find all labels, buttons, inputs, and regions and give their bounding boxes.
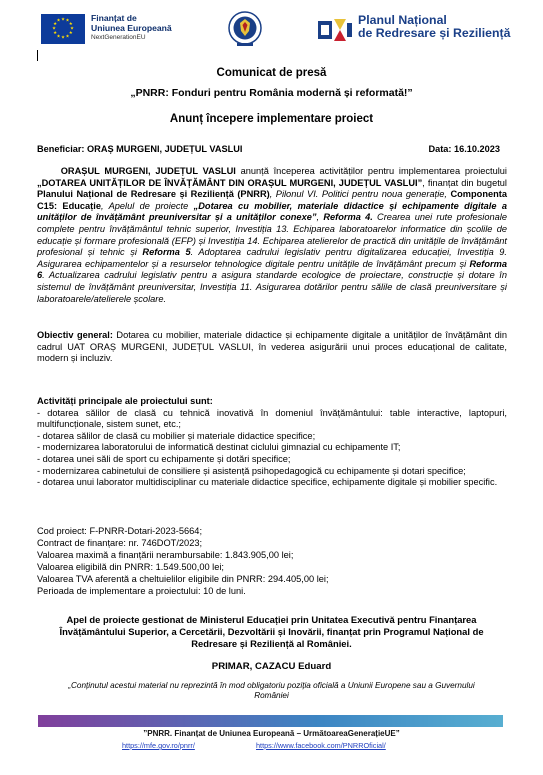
svg-text:★: ★: [60, 35, 66, 41]
list-item: Perioada de implementare a proiectului: 10 de luni.: [37, 586, 246, 596]
mfe-pnrr-link[interactable]: https://mfe.gov.ro/pnrr/: [122, 741, 195, 750]
romania-government-crest-icon: [228, 10, 262, 48]
objective-paragraph: Obiectiv general: Dotarea cu mobilier, materiale didactice și echipamente digitale a unităților de învățământ din cadrul UAT ORAȘ MURGENI, JUDEȚUL VASLUI, în vederea asigurării unui proces educațional de calitate, modern și incluziv.: [37, 330, 507, 364]
list-item: - dotarea sălilor de clasă cu tehnică inovativă în domeniul învățământului: table interactive, laptopuri, multifuncționale, sistem sunet, etc.;: [37, 407, 507, 430]
activities-heading: Activități principale ale proiectului sunt:: [37, 396, 213, 406]
project-info-list: [37, 525, 477, 597]
eu-funding-label: Finanțat de Uniunea Europeană NextGenerationEU: [91, 13, 172, 41]
pnrr-logo-icon: [316, 15, 354, 45]
pnrr-label: Planul Național de Redresare și Reziliență: [358, 13, 511, 40]
list-item: - dotarea sălilor de clasă cu mobilier și materiale didactice specifice;: [37, 430, 316, 441]
beneficiary-label: Beneficiar: ORAȘ MURGENI, JUDEȚUL VASLUI: [37, 144, 243, 154]
svg-text:★: ★: [60, 17, 66, 23]
activities-list: [37, 396, 507, 489]
date-label: Data: 16.10.2023: [428, 144, 500, 154]
svg-text:★: ★: [68, 31, 73, 36]
eu-flag-icon: [41, 14, 85, 44]
facebook-pnrr-link[interactable]: https://www.facebook.com/PNRROficial/: [256, 741, 386, 750]
svg-text:★: ★: [68, 22, 73, 27]
managing-authority-note: Apel de proiecte gestionat de Ministerul Educației prin Unitatea Executivă pentru Finanțarea Învățământului Superior, a Cercetării, Dezvoltării și Inovării, finanțat prin Programul Național de Redresare și Reziliență al României.: [59, 614, 484, 650]
list-item: - modernizarea cabinetului de consiliere și asistență psihopedagogică cu echipamente și dotari specifice;: [37, 465, 466, 476]
intro-paragraph: ORAȘUL MURGENI, JUDEȚUL VASLUI anunță începerea activităților pentru implementarea proiectului „DOTAREA UNITĂȚILOR DE ÎNVĂȚĂMÂNT DIN ORAȘUL MURGENI, JUDEȚUL VASLUI”, finanțat din bugetul Planului Național de Redresare și Reziliență (PNRR), Pilonul VI. Politici pentru noua generație, Componenta C15: Educație, Apelul de proiecte „Dotarea cu mobilier, materiale didactice și echipamente digitale a unităților de învățământ preuniversitar și a unităților conexe”, Reforma 4. Crearea unei rute profesionale complete pentru învățământul tehnic superior, Investiția 13. Echiparea laboratoarelor informatice din școlile de educație și formare profesională (EFP) și Investiția 14. Echiparea atelierelor de practică din unitățile de învățământ profesional și tehnic și Reforma 5. Adoptarea cadrului legislativ pentru digitalizarea educației, Investiția 9. Asigurarea echipamentelor și a resurselor tehnologice digitale pentru unitățile de învățământ precum și Reforma 6. Actualizarea cadrului legislativ pentru a asigura standarde ecologice de proiectare, construcție și dotare în sistemul de învățământ preuniversitar, Investiția 11. Asigurarea dotărilor pentru sălile de clasă preuniversitare și laboratoarele/atelierele școlare.: [37, 166, 507, 304]
list-item: Cod proiect: F-PNRR-Dotari-2023-5664;: [37, 526, 203, 536]
list-item: - dotarea unui laborator multidisciplinar cu materiale didactice specifice, echipamente digitale și mobilier specific.: [37, 477, 498, 488]
document-heading: Anunț începere implementare proiect: [169, 113, 374, 125]
svg-text:★: ★: [65, 34, 70, 40]
svg-text:★: ★: [56, 18, 61, 24]
footer-color-bar: [38, 715, 503, 727]
document-subtitle: „PNRR: Fonduri pentru România modernă și reformată!”: [130, 87, 413, 99]
list-item: Contract de finanțare: nr. 746DOT/2023;: [37, 538, 203, 548]
svg-text:★: ★: [69, 26, 75, 32]
list-item: Valoarea eligibilă din PNRR: 1.549.500,00 lei;: [37, 562, 225, 572]
mayor-signature: PRIMAR, CAZACU Eduard: [211, 661, 332, 672]
list-item: Valoarea maximă a finanțării nerambursabile: 1.843.905,00 lei;: [37, 550, 294, 560]
footer-slogan: ”PNRR. Finanțat de Uniunea Europeană – UrmătoareaGenerațieUE”: [143, 729, 400, 738]
disclaimer: „Conținutul acestui material nu reprezintă în mod obligatoriu poziția oficială a Uniunii Europene sau a Guvernului României: [68, 681, 475, 701]
svg-text:★: ★: [53, 31, 58, 36]
list-item: Valoarea TVA aferentă a cheltuielilor eligibile din PNRR: 294.405,00 lei;: [37, 574, 329, 584]
document-title: Comunicat de presă: [216, 67, 327, 79]
svg-text:★: ★: [65, 18, 70, 24]
header-logos: [0, 10, 543, 52]
svg-text:★: ★: [51, 26, 57, 32]
list-item: - dotarea unei săli de sport cu echipamente și dotări specifice;: [37, 453, 291, 464]
svg-text:★: ★: [53, 22, 58, 27]
text-cursor: [37, 50, 38, 61]
svg-text:★: ★: [56, 34, 61, 40]
list-item: - modernizarea laboratorului de informatică destinat ciclului gimnazial cu echipamente IT;: [37, 442, 401, 453]
